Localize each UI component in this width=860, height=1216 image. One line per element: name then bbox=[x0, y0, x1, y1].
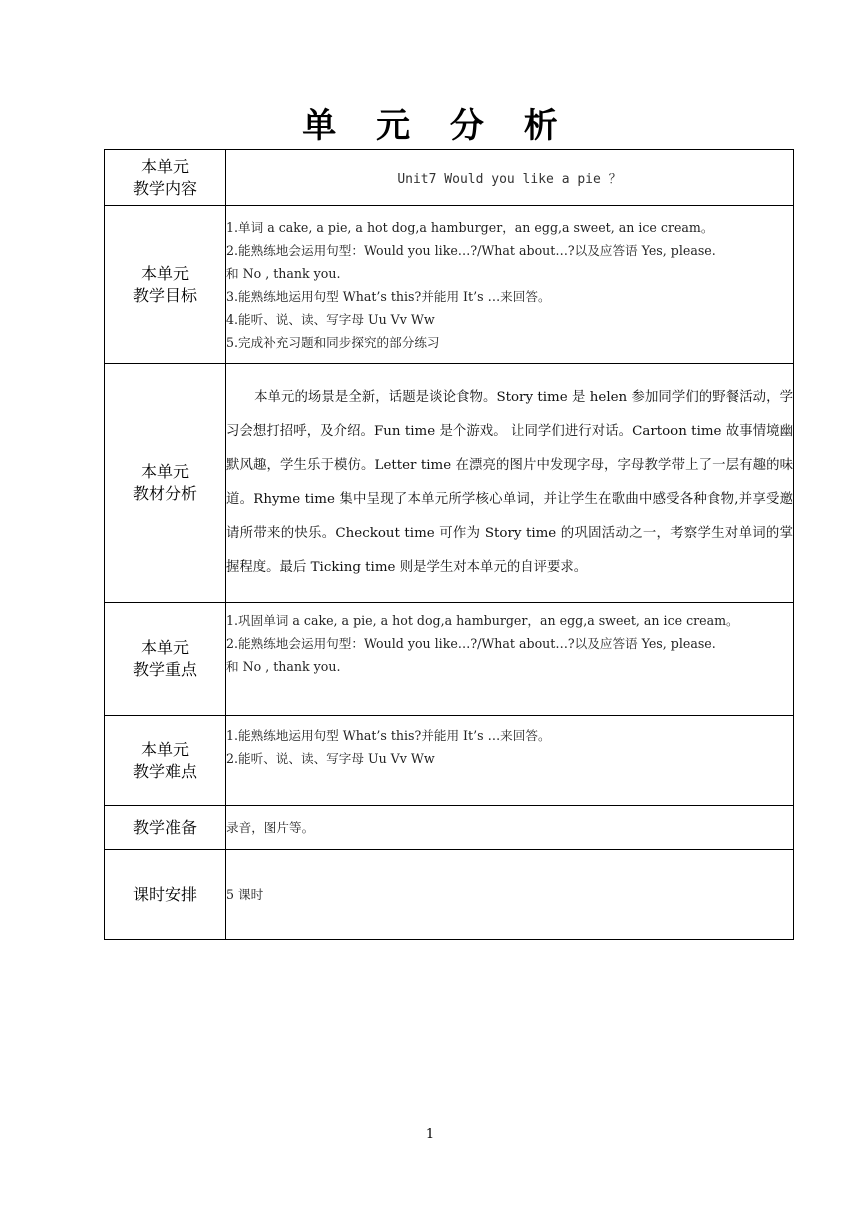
difficulty-line: 2.能听、说、读、写字母 Uu Vv Ww bbox=[226, 751, 435, 766]
table-row bbox=[105, 716, 794, 806]
label-line: 教学目标 bbox=[132, 285, 197, 305]
table-row bbox=[105, 150, 794, 206]
row-label bbox=[105, 364, 226, 603]
row-content bbox=[226, 806, 794, 850]
key-point-line: 和 No , thank you. bbox=[226, 659, 341, 674]
page-title: 单 元 分 析 bbox=[302, 106, 572, 146]
label-line: 本单元 bbox=[140, 263, 189, 283]
unit-content-text: Unit7 Would you like a pie ？ bbox=[397, 172, 622, 187]
label-line: 本单元 bbox=[140, 462, 189, 481]
row-content bbox=[226, 716, 794, 806]
table-row bbox=[105, 206, 794, 364]
table-row bbox=[105, 364, 794, 603]
goal-line: 4.能听、说、读、写字母 Uu Vv Ww bbox=[226, 311, 435, 327]
label-line: 教材分析 bbox=[132, 484, 197, 503]
label-line: 教学内容 bbox=[132, 178, 197, 198]
analysis-paragraph bbox=[226, 381, 793, 585]
row-label: 课时安排 bbox=[105, 850, 226, 940]
label-line: 教学难点 bbox=[132, 761, 197, 781]
goal-line: 2.能熟练地会运用句型：Would you like…?/What about…?以及应答语 Yes, please. bbox=[226, 242, 716, 258]
row-content bbox=[226, 364, 794, 603]
table-row bbox=[105, 806, 794, 850]
row-label bbox=[105, 206, 226, 364]
difficulty-line: 1.能熟练地运用句型 What’s this?并能用 It’s …来回答。 bbox=[226, 728, 551, 743]
table-row bbox=[105, 603, 794, 716]
row-label bbox=[105, 716, 226, 806]
schedule-text: 5 课时 bbox=[226, 887, 264, 902]
row-label bbox=[105, 150, 226, 206]
analysis-text: 本单元的场景是全新，话题是谈论食物。Story time 是 helen 参加同学们的野餐活动，学习会想打招呼，及介绍。Fun time 是个游戏。 让同学们进行对话。Cartoon time 故事情境幽默风趣，学生乐于模仿。Letter time 在漂亮的图片中发现字母，字母教学带上了一层有趣的味道。Rhyme time 集中呈现了本单元所学核心单词，并让学生在歌曲中感受各种食物,并享受邀请所带来的快乐。Checkout time 可作为 Story time 的巩固活动之一，考察学生对单词的掌握程度。最后 Ticking time 则是学生对本单元的自评要求。 bbox=[226, 390, 793, 575]
row-content bbox=[226, 850, 794, 940]
row-content bbox=[226, 603, 794, 716]
page-number: 1 bbox=[425, 1127, 435, 1142]
goal-line: 和 No , thank you. bbox=[226, 265, 341, 281]
label-line: 教学重点 bbox=[132, 660, 197, 679]
goal-line: 3.能熟练地运用句型 What’s this?并能用 It’s …来回答。 bbox=[226, 288, 551, 304]
unit-analysis-table bbox=[104, 149, 794, 940]
goal-line: 1.单词 a cake, a pie, a hot dog,a hamburger，an egg,a sweet, an ice cream。 bbox=[226, 219, 714, 235]
row-label: 教学准备 bbox=[105, 806, 226, 850]
table-row bbox=[105, 850, 794, 940]
label-line: 本单元 bbox=[140, 638, 189, 657]
goal-line: 5.完成补充习题和同步探究的部分练习 bbox=[226, 334, 440, 350]
label-line: 本单元 bbox=[140, 739, 189, 759]
key-point-line: 1.巩固单词 a cake, a pie, a hot dog,a hamburger，an egg,a sweet, an ice cream。 bbox=[226, 613, 739, 628]
row-label bbox=[105, 603, 226, 716]
preparation-text: 录音，图片等。 bbox=[226, 820, 315, 835]
row-content bbox=[226, 150, 794, 206]
key-point-line: 2.能熟练地会运用句型：Would you like…?/What about…?以及应答语 Yes, please. bbox=[226, 636, 716, 651]
row-content bbox=[226, 206, 794, 364]
label-line: 本单元 bbox=[140, 156, 189, 176]
